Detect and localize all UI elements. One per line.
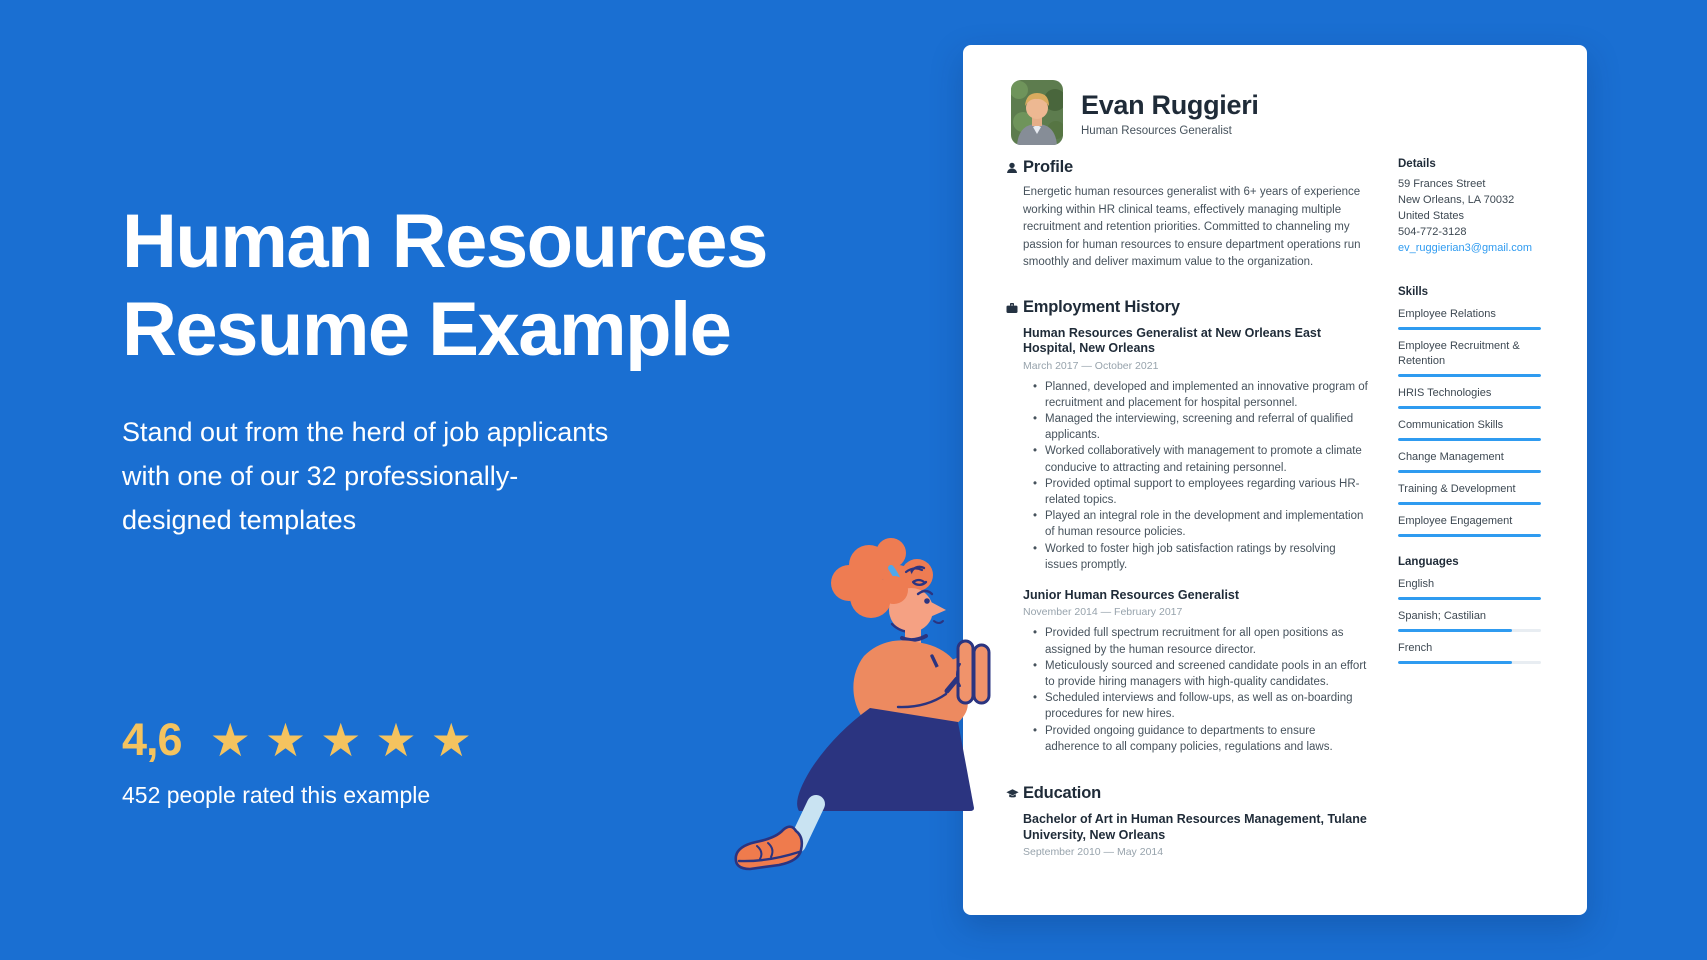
- job-bullet: • Scheduled interviews and follow-ups, as well as on-boarding procedures for new hires.: [1023, 690, 1371, 722]
- skill-item: [1398, 514, 1541, 537]
- skill-item: [1398, 482, 1541, 505]
- page-title-line1: Human Resources: [122, 199, 767, 284]
- address-line: New Orleans, LA 70032: [1398, 194, 1515, 206]
- job-bullet: • Worked collaboratively with management to promote a climate conducive to attracting and retaining personnel.: [1023, 443, 1371, 475]
- star-icon: ★: [430, 713, 486, 767]
- resume-header: [1011, 80, 1259, 145]
- languages-block: [1398, 556, 1541, 664]
- skill-meter: [1398, 470, 1541, 473]
- job-bullet: • Provided full spectrum recruitment for all open positions as assigned by the human resource director.: [1023, 625, 1371, 657]
- education-label: Education: [1023, 784, 1101, 803]
- rating-score: 4,6: [122, 714, 182, 765]
- profile-text: Energetic human resources generalist with 6+ years of experience working within HR clinical teams, effectively managing multiple recruitment and retention priorities. Committed to channeling my passion for human resources to ensure department operations run smoothly and deliver maximum value to the organization.: [1023, 186, 1361, 268]
- details-block: [1398, 158, 1541, 256]
- resume-sidebar: [1398, 158, 1541, 664]
- skill-name: Communication Skills: [1398, 419, 1504, 431]
- language-name: Spanish; Castilian: [1398, 610, 1487, 622]
- address-line: 59 Frances Street: [1398, 178, 1486, 190]
- skill-name: Training & Development: [1398, 483, 1516, 495]
- language-meter: [1398, 597, 1541, 600]
- details-label: Details: [1398, 158, 1436, 170]
- education-title: Bachelor of Art in Human Resources Management, Tulane University, New Orleans: [1023, 812, 1367, 842]
- language-item: [1398, 609, 1541, 632]
- identity-block: [1081, 80, 1259, 145]
- star-icon: ★: [375, 713, 431, 767]
- rating-stars: [209, 713, 486, 767]
- address-line: United States: [1398, 210, 1465, 222]
- job-entry: [1023, 326, 1371, 573]
- employment-label: Employment History: [1023, 297, 1180, 316]
- job-bullet: • Provided optimal support to employees regarding various HR-related topics.: [1023, 476, 1371, 508]
- star-icon: ★: [209, 713, 265, 767]
- skills-block: [1398, 286, 1541, 537]
- language-name: French: [1398, 642, 1433, 654]
- skill-item: [1398, 307, 1541, 330]
- rating-block: [122, 714, 486, 766]
- rating-caption: 452 people rated this example: [122, 782, 431, 808]
- skill-item: [1398, 450, 1541, 473]
- skills-label: Skills: [1398, 286, 1429, 298]
- skill-name: HRIS Technologies: [1398, 387, 1492, 399]
- skill-meter: [1398, 438, 1541, 441]
- job-bullet: • Planned, developed and implemented an innovative program of recruitment and placement for hospital personnel.: [1023, 379, 1371, 411]
- job-title: Human Resources Generalist at New Orleans East Hospital, New Orleans: [1023, 325, 1322, 355]
- job-bullet: • Provided ongoing guidance to departments to ensure adherence to all company policies, regulations and laws.: [1023, 723, 1371, 755]
- employment-section-heading: [1023, 298, 1371, 317]
- person-icon: [1006, 161, 1018, 179]
- illustration-woman: [720, 538, 1010, 883]
- languages-label: Languages: [1398, 556, 1459, 568]
- job-bullet: • Worked to foster high job satisfaction ratings by resolving issues promptly.: [1023, 541, 1371, 573]
- resume-preview-card[interactable]: [963, 45, 1587, 915]
- profile-label: Profile: [1023, 158, 1073, 176]
- briefcase-icon: [1006, 301, 1018, 319]
- skill-name: Employee Recruitment & Retention: [1398, 340, 1520, 367]
- skill-meter: [1398, 502, 1541, 505]
- language-item: [1398, 577, 1541, 600]
- job-dates: November 2014 — February 2017: [1023, 606, 1183, 619]
- email-link[interactable]: ev_ruggierian3@gmail.com: [1398, 242, 1533, 254]
- page-title-line2: Resume Example: [122, 287, 731, 372]
- language-name: English: [1398, 578, 1435, 590]
- skill-meter: [1398, 374, 1541, 377]
- avatar: [1011, 80, 1063, 145]
- language-meter: [1398, 629, 1541, 632]
- job-bullet-list: [1023, 379, 1371, 573]
- language-meter: [1398, 661, 1541, 664]
- profile-section-heading: [1023, 158, 1371, 177]
- candidate-title: Human Resources Generalist: [1081, 125, 1232, 137]
- phone-number: 504-772-3128: [1398, 226, 1467, 238]
- page-subtitle: Stand out from the herd of job applicants with one of our 32 professionally-designed templates: [122, 417, 609, 535]
- job-title: Junior Human Resources Generalist: [1023, 587, 1240, 602]
- education-entry: [1023, 812, 1371, 858]
- education-dates: September 2010 — May 2014: [1023, 846, 1164, 859]
- job-bullet: • Meticulously sourced and screened candidate pools in an effort to provide hiring managers with high-quality candidates.: [1023, 658, 1371, 690]
- skill-meter: [1398, 534, 1541, 537]
- resume-main-column: [1023, 158, 1371, 858]
- job-bullet-list: [1023, 625, 1371, 755]
- candidate-name: Evan Ruggieri: [1081, 90, 1259, 120]
- page-title: [122, 198, 767, 374]
- skill-name: Change Management: [1398, 451, 1504, 463]
- job-dates: March 2017 — October 2021: [1023, 359, 1159, 372]
- skill-item: [1398, 418, 1541, 441]
- education-section-heading: [1023, 784, 1371, 803]
- language-item: [1398, 641, 1541, 664]
- star-icon: ★: [264, 713, 321, 767]
- star-icon: ★: [320, 713, 376, 767]
- skill-name: Employee Engagement: [1398, 515, 1513, 527]
- job-bullet: • Played an integral role in the development and implementation of human resource policies.: [1023, 508, 1371, 540]
- skill-meter: [1398, 406, 1541, 409]
- job-bullet: • Managed the interviewing, screening and referral of qualified applicants.: [1023, 411, 1371, 443]
- job-entry: [1023, 588, 1371, 755]
- skill-meter: [1398, 327, 1541, 330]
- skill-name: Employee Relations: [1398, 308, 1496, 320]
- skill-item: [1398, 386, 1541, 409]
- skill-item: [1398, 339, 1541, 377]
